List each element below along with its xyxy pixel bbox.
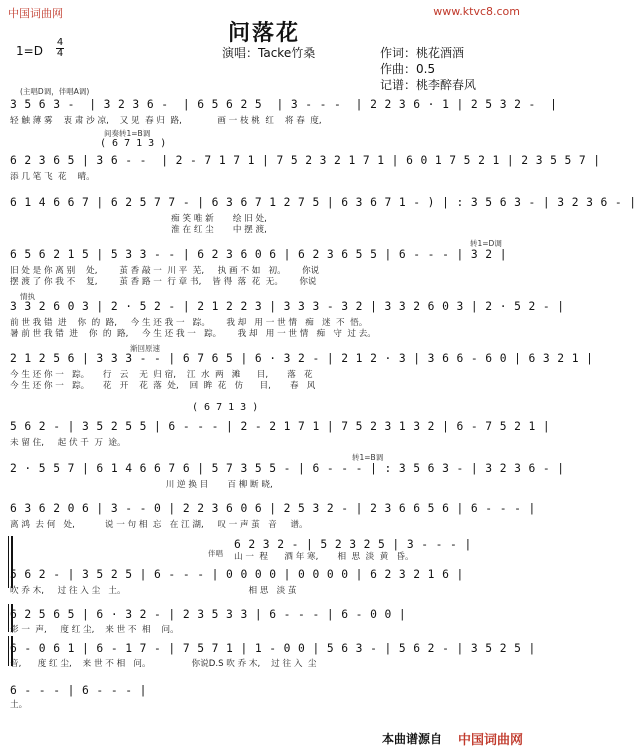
lyric-line: 土。 <box>10 700 28 710</box>
row-annotation: 转1=D调 <box>470 239 502 248</box>
composer-credit: 作曲：0.5 <box>380 62 436 76</box>
lyric-line: 添 几 笔 飞 花 晴。 <box>10 172 95 182</box>
backing-lyric-line: 山 一 程 酒 年 寒, 相 思 淡 黄 昏。 <box>234 552 414 562</box>
backing-notation-row: 6 2 3 2 - | 5 2 3 2 5 | 3 - - - | <box>234 538 472 551</box>
bracketed-phrase: ( 6 7 1 3 ) <box>192 402 259 413</box>
notation-row: 2 1 2 5 6 | 3 3 3 - - | 6 7 6 5 | 6 · 3 2 - | 2 1 2 · 3 | 3 6 6 - 6 0 | 6 3 2 1 | <box>10 352 594 365</box>
notation-row: 6 3 6 2 0 6 | 3 - - 0 | 2 2 3 6 0 6 | 2 5 3 2 - | 2 3 6 6 5 6 | 6 - - - | <box>10 502 536 515</box>
lyric-line: 影 一 声, 度 红 尘, 来 世 不 相 问。 <box>10 625 179 635</box>
footer-source-label: 本曲谱源自 <box>382 732 443 746</box>
time-signature <box>56 38 64 59</box>
lyric-line: 今 生 还 你 一 踪。 行 云 无 归 宿, 江 水 两 滩 目, 落 花 <box>10 370 313 380</box>
row-annotation: 伴唱 <box>208 549 223 558</box>
lyric-line: 吹 乔 木, 过 往 入 尘 土。 相 思 淡 茧 <box>10 586 297 596</box>
lyric-line: 摆 渡 了 你 我 不 复, 茧 香 路 一 行 章 书, 皆 得 落 花 无。 你说 <box>10 277 317 287</box>
lyric-line: 暑 前 世 我 错 进 你 的 路, 今 生 还 我 一 踪。 我 却 用 一 世 情 痴 守 过 去。 <box>10 329 376 339</box>
notation-row: 6 5 6 2 1 5 | 5 3 3 - - | 6 2 3 6 0 6 | 6 2 3 6 5 5 | 6 - - - | 3 2 | <box>10 248 507 261</box>
lyric-line: 未 留 住, 起 伏 千 万 途。 <box>10 438 126 448</box>
watermark-site-name: 中国词曲网 <box>8 7 63 20</box>
transcriber-credit: 记谱：桃李醉春风 <box>380 78 477 92</box>
notation-row: 5 6 2 - | 3 5 2 5 5 | 6 - - - | 2 - 2 1 7 1 | 7 5 2 3 1 3 2 | 6 - 7 5 2 1 | <box>10 420 551 433</box>
song-title: 问落花 <box>227 21 300 46</box>
time-signature-bottom: 4 <box>56 48 64 59</box>
row-annotation: 情执 <box>20 292 35 301</box>
notation-row: 6 - - - | 6 - - - | <box>10 684 147 697</box>
notation-row: 6 - 0 6 1 | 6 - 1 7 - | 7 5 7 1 | 1 - 0 0 | 5 6 3 - | 5 6 2 - | 3 5 2 5 | <box>10 642 536 655</box>
notation-row: 5 6 2 - | 3 5 2 5 | 6 - - - | 0 0 0 0 | 0 0 0 0 | 6 2 3 2 1 6 | <box>10 568 464 581</box>
bracketed-phrase: ( 6 7 1 3 ) <box>100 138 167 149</box>
lyric-line: 旧 处 是 你 离 别 处, 茧 香 敲 一 川 平 芜, 执 画 不 如 初。 你说 <box>10 266 320 276</box>
time-signature-top: 4 <box>56 37 64 48</box>
notation-row: 6 2 3 6 5 | 3 6 - - | 2 - 7 1 7 1 | 7 5 2 3 2 1 7 1 | 6 0 1 7 5 2 1 | 2 3 5 5 7 | <box>10 154 601 167</box>
notation-row: 2 · 5 5 7 | 6 1 4 6 6 7 6 | 5 7 3 5 5 - | 6 - - - | : 3 5 6 3 - | 3 2 3 6 - | <box>10 462 565 475</box>
notation-row: 6 2 5 6 5 | 6 · 3 2 - | 2 3 5 3 3 | 6 - - - | 6 - 0 0 | <box>10 608 407 621</box>
lyric-line: 淮 在 红 尘 中 摆 渡, <box>10 225 267 235</box>
row-annotation: 渐回原速 <box>130 344 160 353</box>
singer-credit: 演唱：Tacke竹桑 <box>222 46 316 60</box>
lyric-line: 前 世 我 错 进 你 的 路, 今 生 还 我 一 踪。 我 却 用 一 世 情 痴 迷 不 悟。 <box>10 318 368 328</box>
lyric-line: 离 鸿 去 何 处, 说 一 句 相 忘 在 江 湖, 叹 一 声 茧 音 谱。 <box>10 520 308 530</box>
lyric-line: 轻 触 薄 雾 衷 肃 沙 凉, 又 见 春 归 路, 画 一 枝 桃 红 将 春 度, <box>10 116 322 126</box>
key-signature: 1=D <box>16 44 43 58</box>
lyric-line: 音, 度 红 尘, 来 世 不 相 问。 你说D.S 吹 乔 木, 过 往 入 尘 <box>10 659 317 669</box>
footer-site-name: 中国词曲网 <box>458 733 524 748</box>
notation-row: 3 5 6 3 - | 3 2 3 6 - | 6 5 6 2 5 | 3 - - - | 2 2 3 6 · 1 | 2 5 3 2 - | <box>10 98 558 111</box>
lyric-line: 今 生 还 你 一 踪。 花 开 花 落 处, 回 眸 花 仿 目, 春 风 <box>10 381 316 391</box>
watermark-url: www.ktvc8.com <box>433 5 520 18</box>
row-annotation: (主唱D调，伴唱A调) <box>20 87 90 96</box>
lyric-line: 痴 笑 唯 新 绘 旧 处, <box>10 214 267 224</box>
row-annotation: 转1=B调 <box>352 453 384 462</box>
lyric-line: 川 逆 换 目 百 柳 断 晓, <box>10 480 273 490</box>
lyricist-credit: 作词：桃花酒酒 <box>380 46 465 60</box>
notation-row: 6 1 4 6 6 7 | 6 2 5 7 7 - | 6 3 6 7 1 2 7 5 | 6 3 6 7 1 - ) | : 3 5 6 3 - | 3 2 3 6 - | <box>10 196 637 209</box>
row-annotation: 间奏转1=B调 <box>104 129 151 138</box>
notation-row: 3 3 2 6 0 3 | 2 · 5 2 - | 2 1 2 2 3 | 3 3 3 - 3 2 | 3 3 2 6 0 3 | 2 · 5 2 - | <box>10 300 565 313</box>
